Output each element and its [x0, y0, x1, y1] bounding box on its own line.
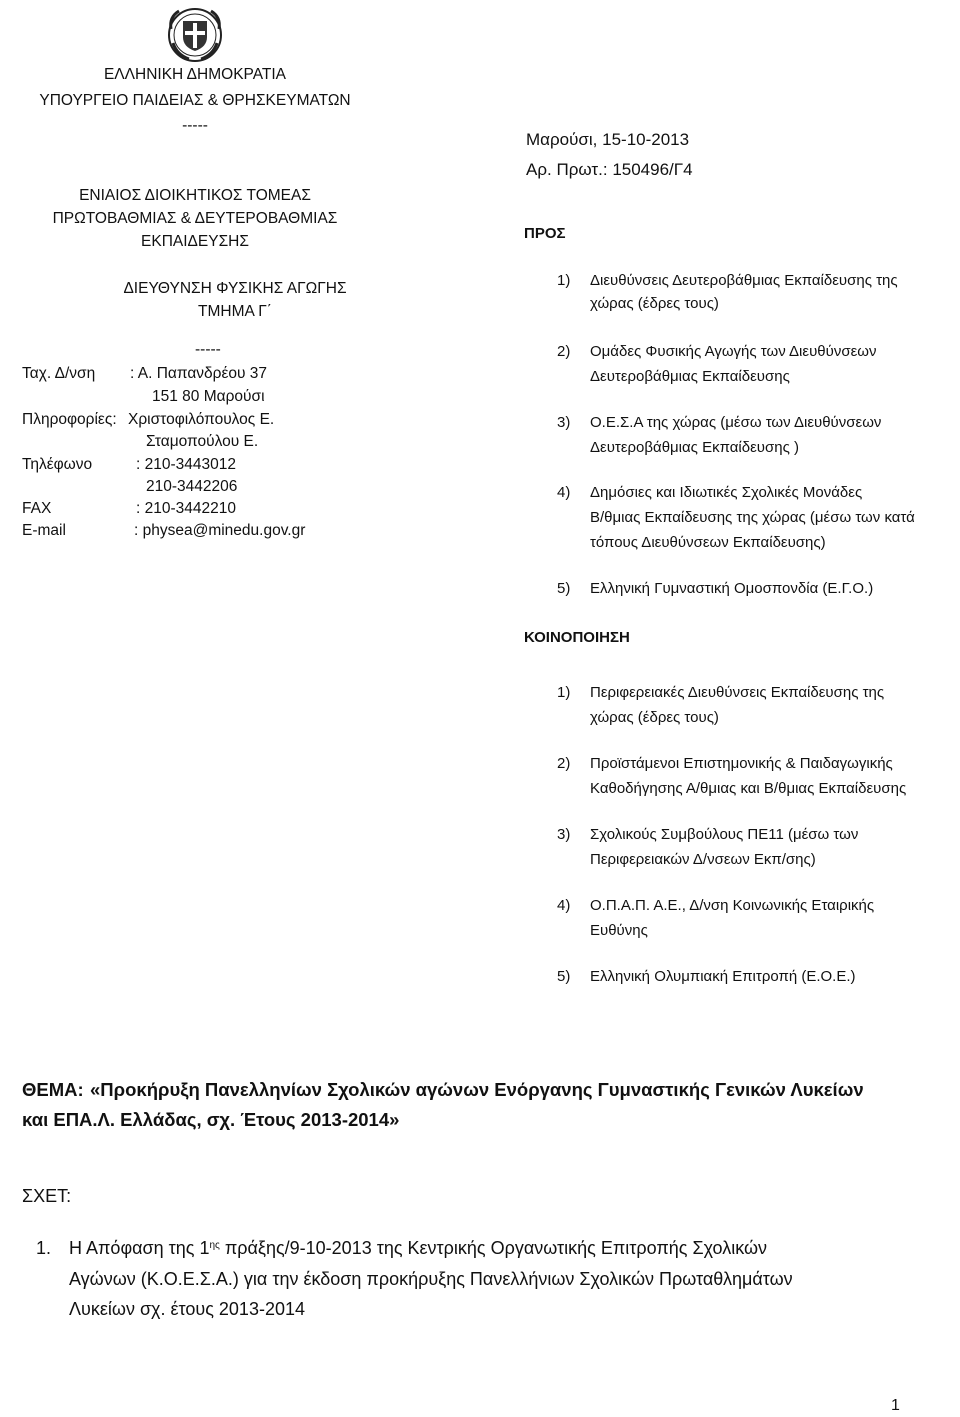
subject-label: ΘΕΜΑ: [22, 1079, 84, 1100]
notify-num: 4) [557, 897, 571, 914]
separator: ----- [182, 117, 208, 134]
sector-line-3: ΕΚΠΑΙΔΕΥΣΗΣ [141, 233, 249, 250]
phone-label: Τηλέφωνο [22, 456, 93, 473]
info-value-2: Σταμοπούλου Ε. [146, 433, 259, 450]
info-label: Πληροφορίες: [22, 411, 117, 428]
department-title: ΤΜΗΜΑ Γ΄ [198, 303, 272, 320]
sector-line-2: ΠΡΩΤΟΒΑΘΜΙΑΣ & ΔΕΥΤΕΡΟΒΑΘΜΙΑΣ [52, 210, 338, 227]
notify-line: Ευθύνης [590, 922, 648, 939]
address-value: : Α. Παπανδρέου 37 [130, 365, 268, 382]
recipient-line: Δευτεροβάθμιας Εκπαίδευσης ) [590, 439, 799, 456]
recipient-num: 1) [557, 272, 571, 289]
recipient-line: Διευθύνσεις Δευτεροβάθμιας Εκπαίδευσης της [590, 272, 898, 289]
place-date: Μαρούσι, 15-10-2013 [526, 130, 690, 149]
notify-num: 2) [557, 755, 571, 772]
notify-heading: ΚΟΙΝΟΠΟΙΗΣΗ [524, 629, 630, 646]
sector-line-1: ΕΝΙΑΙΟΣ ΔΙΟΙΚΗΤΙΚΟΣ ΤΟΜΕΑΣ [79, 187, 311, 204]
notify-line: Καθοδήγησης Α/θμιας και Β/θμιας Εκπαίδευσης [590, 780, 907, 797]
info-value: Χριστοφιλόπουλος Ε. [128, 411, 275, 428]
email-label: E-mail [22, 522, 66, 539]
notify-line: Ο.Π.Α.Π. Α.Ε., Δ/νση Κοινωνικής Εταιρικής [590, 897, 875, 914]
notify-num: 3) [557, 826, 571, 843]
recipient-num: 2) [557, 343, 571, 360]
notify-line: Σχολικούς Συμβούλους ΠΕ11 (μέσω των [590, 826, 859, 843]
related-label: ΣΧΕΤ: [22, 1186, 72, 1206]
recipient-num: 4) [557, 484, 571, 501]
notify-line: Ελληνική Ολυμπιακή Επιτροπή (Ε.Ο.Ε.) [590, 968, 856, 985]
recipient-num: 3) [557, 414, 571, 431]
subject-line-1: «Προκήρυξη Πανελληνίων Σχολικών αγώνων Ενόργανης Γυμναστικής Γενικών Λυκείων [90, 1079, 864, 1100]
protocol-number: Αρ. Πρωτ.: 150496/Γ4 [526, 160, 693, 179]
recipient-line: χώρας (έδρες τους) [590, 295, 719, 312]
recipient-line: τόπους Διευθύνσεων Εκπαίδευσης) [590, 534, 826, 551]
page-number: 1 [891, 1397, 900, 1414]
subject-line-2: και ΕΠΑ.Λ. Ελλάδας, σχ. Έτους 2013-2014» [22, 1109, 400, 1130]
recipient-line: Ο.Ε.Σ.Α της χώρας (μέσω των Διευθύνσεων [590, 414, 882, 431]
coat-of-arms-icon [163, 3, 227, 65]
address-label: Ταχ. Δ/νση [22, 365, 96, 382]
republic-title: ΕΛΛΗΝΙΚΗ ΔΗΜΟΚΡΑΤΙΑ [103, 66, 287, 83]
notify-line: Προϊστάμενοι Επιστημονικής & Παιδαγωγικής [590, 755, 893, 772]
email-value: : physea@minedu.gov.gr [134, 522, 306, 539]
related-num: 1. [36, 1238, 52, 1258]
recipient-line: Δευτεροβάθμιας Εκπαίδευσης [590, 368, 790, 385]
address-line-2: 151 80 Μαρούσι [152, 388, 265, 405]
phone-value: : 210-3443012 [136, 456, 236, 473]
recipient-num: 5) [557, 580, 571, 597]
directorate-title: ΔΙΕΥΘΥΝΣΗ ΦΥΣΙΚΗΣ ΑΓΩΓΗΣ [123, 280, 347, 297]
recipient-line: Ελληνική Γυμναστική Ομοσπονδία (Ε.Γ.Ο.) [590, 580, 874, 597]
notify-line: Περιφερειακές Διευθύνσεις Εκπαίδευσης της [590, 684, 885, 701]
related-line-3: Λυκείων σχ. έτους 2013-2014 [69, 1299, 305, 1319]
recipient-line: Β/θμιας Εκπαίδευσης της χώρας (μέσω των κατά [590, 509, 915, 526]
recipient-line: Ομάδες Φυσικής Αγωγής των Διευθύνσεων [590, 343, 877, 360]
separator: ----- [195, 341, 221, 358]
related-line-1: Η Απόφαση της $1^{\eta\varsigma}$ πράξης/9-10-2013 της Κεντρικής Οργανωτικής Επιτροπής Σχολικών [69, 1238, 768, 1258]
notify-line: Περιφερειακών Δ/νσεων Εκπ/σης) [590, 851, 816, 868]
phone-value-2: 210-3442206 [146, 478, 238, 495]
recipients-heading: ΠΡΟΣ [524, 225, 566, 242]
recipient-line: Δημόσιες και Ιδιωτικές Σχολικές Μονάδες [590, 484, 863, 501]
ministry-title: ΥΠΟΥΡΓΕΙΟ ΠΑΙΔΕΙΑΣ & ΘΡΗΣΚΕΥΜΑΤΩΝ [39, 92, 351, 109]
related-line-2: Αγώνων (Κ.Ο.Ε.Σ.Α.) για την έκδοση προκήρυξης Πανελλήνιων Σχολικών Πρωταθλημάτων [69, 1269, 793, 1289]
fax-value: : 210-3442210 [136, 500, 236, 517]
fax-label: FAX [22, 500, 52, 517]
notify-line: χώρας (έδρες τους) [590, 709, 719, 726]
notify-num: 5) [557, 968, 571, 985]
notify-num: 1) [557, 684, 571, 701]
